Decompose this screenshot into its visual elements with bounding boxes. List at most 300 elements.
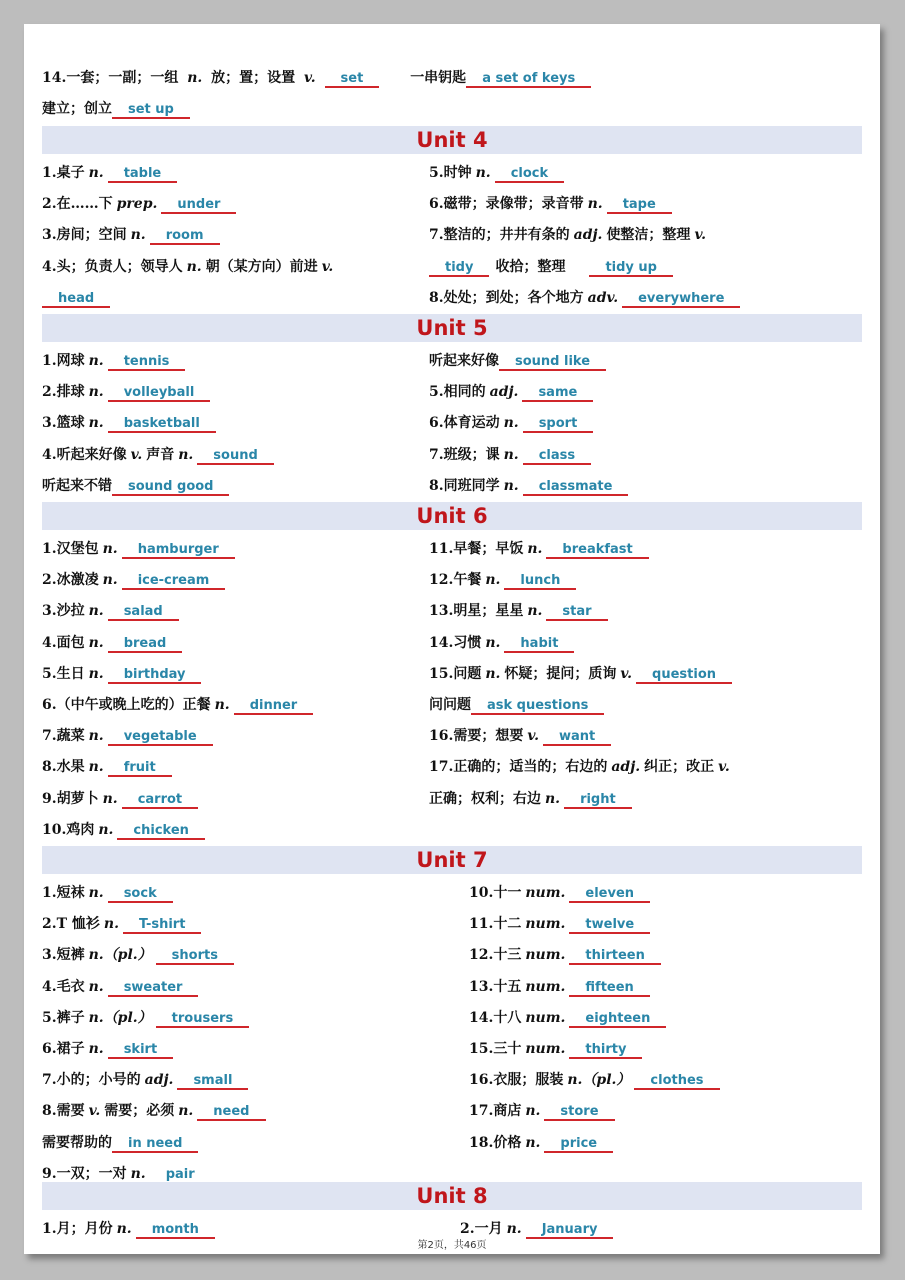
entry-answer: shorts — [156, 948, 234, 965]
vocab-entry — [469, 1040, 642, 1059]
entry-answer: volleyball — [108, 385, 211, 402]
entry-answer: habit — [504, 636, 574, 653]
entry-number: 7. — [42, 1072, 57, 1089]
entry-number: 12. — [469, 947, 494, 964]
vocab-entry — [42, 446, 274, 465]
entry-chinese-2: 声音 — [146, 446, 175, 463]
vocab-entry — [429, 289, 740, 308]
entry-pos: n. — [187, 70, 203, 86]
vocab-entry — [42, 383, 210, 402]
vocab-entry — [42, 289, 110, 308]
entry-answer: clock — [495, 166, 564, 183]
entry-answer: fruit — [108, 760, 172, 777]
entry-chinese: 一套；一副；一组 — [66, 70, 179, 86]
entry-number: 2. — [42, 572, 57, 589]
vocab-entry — [42, 978, 198, 997]
entry-chinese: 需要；想要 — [453, 728, 524, 745]
entry-pos: v. — [88, 1103, 101, 1120]
entry-pos-2: n. — [178, 446, 194, 463]
entry-chinese: 十五 — [493, 978, 522, 995]
entry-number: 4. — [42, 258, 57, 275]
entry-answer: chicken — [117, 823, 205, 840]
entry-answer: salad — [108, 604, 179, 621]
entry-number: 7. — [429, 446, 444, 463]
vocab-entry — [42, 727, 213, 746]
entry-chinese: 同班同学 — [443, 477, 500, 494]
vocab-entry — [42, 100, 190, 119]
entry-number: 4. — [42, 446, 57, 463]
entry-answer: ice-cream — [122, 573, 226, 590]
entry-number: 2. — [460, 1221, 475, 1237]
vocab-entry — [429, 540, 649, 559]
entry-answer: birthday — [108, 667, 202, 684]
entry-chinese: 听起来好像 — [429, 353, 499, 369]
entry-pos: n. — [545, 790, 561, 807]
entry-chinese-2: 朝（某方向）前进 — [205, 258, 318, 275]
entry-pos: adj. — [573, 227, 603, 244]
entry-pos-2: n. — [178, 1103, 194, 1120]
entry-pos: n. — [527, 541, 543, 557]
entry-number: 12. — [429, 572, 454, 589]
vocab-entry — [42, 1165, 211, 1184]
entry-pos: n.（pl.） — [88, 1009, 152, 1026]
entry-pos: n. — [587, 196, 603, 213]
entry-chinese: 毛衣 — [56, 978, 85, 995]
entry-answer: set — [325, 71, 380, 88]
entry-pos: n. — [503, 415, 519, 432]
entry-answer: eleven — [569, 886, 650, 903]
entry-pos: n. — [186, 258, 202, 275]
entry-number: 14. — [429, 634, 454, 651]
entry-pos: n. — [88, 978, 104, 995]
entry-pos: num. — [525, 1041, 566, 1057]
entry-number: 6. — [42, 697, 57, 713]
entry-answer: small — [177, 1073, 248, 1090]
entry-pos-2: v. — [321, 258, 334, 275]
entry-number: 8. — [42, 1103, 57, 1120]
entry-pos: n. — [88, 384, 104, 401]
entry-answer: classmate — [523, 479, 629, 496]
unit-4-header: Unit 4 — [42, 126, 862, 154]
entry-chinese: 沙拉 — [56, 603, 85, 620]
vocab-entry — [42, 1071, 248, 1090]
entry-answer: price — [544, 1136, 613, 1153]
entry-chinese: 水果 — [56, 759, 85, 776]
entry-chinese: 体育运动 — [443, 415, 500, 432]
entry-number: 6. — [42, 1041, 57, 1057]
entry-answer: tidy — [429, 260, 489, 277]
entry-answer: right — [564, 792, 632, 809]
page-footer: 第2页，共46页 — [417, 1240, 487, 1251]
vocab-entry — [42, 634, 182, 653]
entry-answer: head — [42, 291, 110, 308]
vocab-entry — [429, 758, 734, 776]
vocab-entry — [42, 1102, 266, 1121]
entry-pos: n. — [214, 697, 230, 713]
entry-answer: T-shirt — [123, 917, 201, 934]
entry-chinese-2: 需要；必须 — [104, 1103, 175, 1120]
entry-pos: n.（pl.） — [567, 1072, 631, 1089]
vocab-entry — [469, 915, 650, 934]
entry-chinese: 问问题 — [429, 697, 471, 713]
entry-chinese: 三十 — [493, 1041, 522, 1057]
entry-answer: sweater — [108, 980, 199, 997]
entry-number: 7. — [429, 227, 444, 244]
entry-answer: eighteen — [569, 1011, 666, 1028]
entry-answer: lunch — [504, 573, 576, 590]
entry-chinese: 裤子 — [56, 1009, 85, 1026]
entry-answer: vegetable — [108, 729, 213, 746]
vocab-entry — [42, 69, 591, 88]
vocab-entry — [42, 758, 172, 777]
entry-number: 1. — [42, 1221, 57, 1237]
vocab-entry — [429, 195, 672, 214]
entry-chinese: 衣服；服装 — [493, 1072, 564, 1089]
vocab-entry — [469, 1134, 613, 1153]
entry-pos: n. — [102, 790, 118, 807]
entry-answer: want — [543, 729, 611, 746]
entry-answer: table — [108, 166, 178, 183]
entry-pos: n. — [88, 603, 104, 620]
entry-pos: num. — [525, 916, 566, 933]
entry-pos-2: v. — [718, 759, 730, 776]
entry-number: 13. — [469, 978, 494, 995]
entry-pos: n. — [503, 446, 519, 463]
entry-pos: num. — [525, 1009, 566, 1026]
vocab-entry — [42, 602, 179, 621]
vocab-entry — [42, 1009, 249, 1028]
entry-number: 6. — [429, 415, 444, 432]
vocab-entry — [42, 226, 220, 245]
vocab-entry — [429, 634, 574, 653]
entry-answer: question — [636, 667, 732, 684]
vocab-entry — [42, 352, 185, 371]
entry-pos: n. — [130, 1165, 146, 1182]
entry-answer: breakfast — [546, 542, 648, 559]
entry-chinese-2: 放；置；设置 — [211, 70, 296, 86]
entry-answer: carrot — [122, 792, 198, 809]
entry-pos: n. — [88, 1041, 104, 1057]
vocab-entry — [469, 946, 661, 965]
entry-number: 2. — [42, 196, 57, 213]
unit-6-header: Unit 6 — [42, 502, 862, 530]
entry-chinese: 相同的 — [443, 384, 486, 401]
entry-chinese: 生日 — [56, 665, 85, 682]
entry-answer: bread — [108, 636, 183, 653]
vocab-entry — [42, 790, 198, 809]
entry-number: 3. — [42, 415, 57, 432]
entry-pos: n. — [88, 885, 104, 901]
entry-chinese: 需要帮助的 — [42, 1134, 112, 1151]
vocab-entry — [429, 258, 673, 277]
entry-answer: sock — [108, 886, 173, 903]
entry-answer: tape — [607, 197, 672, 214]
entry-number: 9. — [42, 790, 57, 807]
entry-pos: adj. — [611, 759, 641, 776]
entry-chinese: 冰激凌 — [56, 572, 99, 589]
entry-pos: n. — [88, 165, 104, 181]
entry-number: 16. — [429, 728, 454, 745]
vocab-entry — [429, 665, 732, 684]
entry-number: 3. — [42, 947, 57, 964]
entry-pos: n. — [88, 353, 104, 369]
entry-answer: basketball — [108, 416, 216, 433]
vocab-entry — [42, 696, 313, 715]
entry-chinese: 十二 — [493, 916, 522, 933]
entry-pos: n. — [116, 1221, 132, 1237]
entry-answer: thirty — [569, 1042, 642, 1059]
entry-chinese: 明星；星星 — [453, 603, 524, 620]
entry-pos: n. — [98, 821, 114, 838]
entry-answer: under — [161, 197, 236, 214]
entry-chinese: 正确的；适当的；右边的 — [453, 759, 608, 776]
entry-chinese: T 恤衫 — [56, 916, 100, 933]
entry-chinese: 蔬菜 — [56, 728, 85, 745]
entry-chinese: 小的；小号的 — [56, 1072, 141, 1089]
entry-answer: dinner — [234, 698, 314, 715]
vocab-entry — [42, 414, 216, 433]
entry-number: 11. — [429, 541, 454, 557]
entry-chinese: 听起来好像 — [56, 446, 127, 463]
entry-number: 3. — [42, 227, 57, 244]
entry-chinese: 磁带；录像带；录音带 — [443, 196, 584, 213]
entry-number: 18. — [469, 1134, 494, 1151]
entry-answer: hamburger — [122, 542, 235, 559]
vocab-entry — [42, 477, 229, 496]
vocab-entry — [42, 1134, 198, 1153]
vocab-entry — [469, 978, 650, 997]
vocab-entry — [429, 602, 608, 621]
entry-answer: sound good — [112, 479, 229, 496]
entry-number: 10. — [42, 821, 67, 838]
entry-answer: sport — [523, 416, 594, 433]
vocab-entry — [429, 477, 628, 496]
document-page — [24, 24, 880, 1254]
entry-chinese: 鸡肉 — [66, 821, 95, 838]
entry-chinese-2: 怀疑；提问；质询 — [504, 665, 617, 682]
entry-answer: pair — [150, 1167, 211, 1184]
vocab-entry — [429, 383, 593, 402]
entry-answer: sound — [197, 448, 273, 465]
entry-chinese: 商店 — [493, 1103, 522, 1120]
entry-chinese: 问题 — [453, 665, 482, 682]
vocab-entry — [429, 696, 604, 715]
vocab-entry — [429, 571, 576, 590]
entry-number: 5. — [429, 384, 444, 401]
entry-chinese: 胡萝卜 — [56, 790, 99, 807]
vocab-entry — [42, 540, 235, 559]
entry-pos: n.（pl.） — [88, 947, 152, 964]
entry-pos: num. — [525, 947, 566, 964]
entry-answer: star — [546, 604, 607, 621]
entry-answer: in need — [112, 1136, 198, 1153]
entry-number: 1. — [42, 885, 57, 901]
entry-answer: clothes — [634, 1073, 719, 1090]
entry-pos: num. — [525, 885, 566, 901]
entry-answer: trousers — [156, 1011, 250, 1028]
entry-chinese-3: 一串钥匙 — [410, 70, 467, 86]
entry-chinese: 听起来不错 — [42, 477, 112, 494]
entry-answer: store — [544, 1104, 614, 1121]
unit-5-header: Unit 5 — [42, 314, 862, 342]
entry-chinese: 桌子 — [56, 165, 85, 181]
entry-chinese: 收拾；整理 — [495, 258, 566, 275]
entry-answer: class — [523, 448, 591, 465]
entry-chinese: 排球 — [56, 384, 85, 401]
vocab-entry — [429, 790, 632, 809]
vocab-entry — [42, 258, 337, 276]
entry-chinese: 十一 — [493, 885, 522, 901]
vocab-entry — [429, 226, 710, 244]
entry-number: 5. — [429, 165, 444, 181]
entry-chinese: 汉堡包 — [56, 541, 99, 557]
entry-pos: n. — [102, 572, 118, 589]
entry-number: 2. — [42, 384, 57, 401]
entry-number: 8. — [429, 477, 444, 494]
entry-chinese: 面包 — [56, 634, 85, 651]
entry-pos: n. — [88, 415, 104, 432]
entry-answer: ask questions — [471, 698, 604, 715]
entry-chinese: 短裤 — [56, 947, 85, 964]
entry-chinese: 处处；到处；各个地方 — [443, 289, 584, 306]
entry-number: 7. — [42, 728, 57, 745]
entry-number: 11. — [469, 916, 494, 933]
vocab-entry — [429, 414, 593, 433]
entry-number: 9. — [42, 1165, 57, 1182]
entry-pos: adv. — [587, 289, 619, 306]
entry-pos-2: v. — [620, 665, 633, 682]
entry-pos: n. — [130, 227, 146, 244]
entry-answer: same — [522, 385, 593, 402]
vocab-entry — [42, 571, 225, 590]
entry-chinese: 早餐；早饭 — [453, 541, 524, 557]
entry-chinese: 十八 — [493, 1009, 522, 1026]
entry-number: 3. — [42, 603, 57, 620]
vocab-entry — [42, 884, 173, 903]
entry-pos: adj. — [489, 384, 519, 401]
entry-chinese: 篮球 — [56, 415, 85, 432]
entry-answer: set up — [112, 102, 190, 119]
entry-number: 2. — [42, 916, 57, 933]
entry-answer: thirteen — [569, 948, 660, 965]
entry-number: 5. — [42, 665, 57, 682]
entry-pos-2: v. — [304, 70, 316, 86]
entry-chinese: 时钟 — [443, 165, 472, 181]
entry-answer: month — [136, 1222, 215, 1239]
vocab-entry — [42, 915, 201, 934]
vocab-entry — [42, 821, 205, 840]
entry-number: 15. — [429, 665, 454, 682]
entry-pos: v. — [527, 728, 539, 745]
entry-number: 6. — [429, 196, 444, 213]
entry-pos: n. — [527, 603, 543, 620]
entry-number: 13. — [429, 603, 454, 620]
entry-chinese: 价格 — [493, 1134, 522, 1151]
vocab-entry — [429, 446, 591, 465]
entry-number: 4. — [42, 634, 57, 651]
entry-answer: twelve — [569, 917, 650, 934]
entry-answer-2: tidy up — [589, 260, 673, 277]
entry-answer: tennis — [108, 354, 186, 371]
entry-chinese: 需要 — [56, 1103, 85, 1120]
entry-chinese: 十三 — [493, 947, 522, 964]
entry-pos: n. — [485, 665, 501, 682]
entry-pos: n. — [102, 541, 118, 557]
entry-chinese: 一月 — [474, 1221, 503, 1237]
vocab-entry — [469, 1102, 615, 1121]
entry-answer: room — [150, 228, 220, 245]
entry-number: 1. — [42, 165, 57, 181]
entry-number: 1. — [42, 541, 57, 557]
entry-answer: need — [197, 1104, 265, 1121]
entry-number: 17. — [469, 1103, 494, 1120]
entry-answer: skirt — [108, 1042, 173, 1059]
entry-pos: adj. — [144, 1072, 174, 1089]
vocab-entry — [42, 195, 236, 214]
entry-pos: n. — [525, 1134, 541, 1151]
entry-chinese: 在……下 — [56, 196, 113, 213]
entry-pos: prep. — [116, 196, 158, 213]
entry-pos: n. — [503, 477, 519, 494]
entry-pos: n. — [88, 665, 104, 682]
entry-pos: n. — [475, 165, 491, 181]
vocab-entry — [42, 665, 201, 684]
entry-number: 4. — [42, 978, 57, 995]
entry-chinese: 建立；创立 — [42, 101, 112, 117]
entry-answer: January — [526, 1222, 614, 1239]
entry-chinese: 短袜 — [56, 885, 85, 901]
entry-answer-2: a set of keys — [466, 71, 591, 88]
entry-pos: n. — [525, 1103, 541, 1120]
entry-number: 14. — [42, 70, 67, 86]
unit-8-header: Unit 8 — [42, 1182, 862, 1210]
entry-pos: n. — [88, 759, 104, 776]
entry-pos: n. — [485, 634, 501, 651]
entry-pos: n. — [88, 728, 104, 745]
entry-pos-2: v. — [694, 227, 707, 244]
entry-chinese: 网球 — [56, 353, 85, 369]
vocab-entry — [42, 946, 234, 965]
entry-chinese: 班级；课 — [443, 446, 500, 463]
entry-number: 8. — [42, 759, 57, 776]
entry-chinese: 一双；一对 — [56, 1165, 127, 1182]
entry-number: 15. — [469, 1041, 494, 1057]
vocab-entry — [429, 727, 611, 746]
entry-number: 8. — [429, 289, 444, 306]
vocab-entry — [42, 164, 177, 183]
vocab-entry — [429, 352, 606, 371]
entry-answer: fifteen — [569, 980, 649, 997]
entry-chinese: 整洁的；井井有条的 — [443, 227, 570, 244]
entry-answer: everywhere — [622, 291, 740, 308]
entry-answer: sound like — [499, 354, 606, 371]
entry-pos: num. — [525, 978, 566, 995]
entry-number: 16. — [469, 1072, 494, 1089]
entry-chinese: 房间；空间 — [56, 227, 127, 244]
entry-number: 14. — [469, 1009, 494, 1026]
entry-chinese: 月；月份 — [56, 1221, 113, 1237]
entry-pos: n. — [485, 572, 501, 589]
entry-pos: v. — [130, 446, 143, 463]
entry-chinese: 习惯 — [453, 634, 482, 651]
entry-pos: n. — [506, 1221, 522, 1237]
vocab-entry — [42, 1040, 173, 1059]
vocab-entry — [469, 1009, 666, 1028]
entry-chinese: 正确；权利；右边 — [429, 790, 541, 807]
entry-pos: n. — [103, 916, 119, 933]
vocab-entry — [429, 164, 564, 183]
entry-number: 5. — [42, 1009, 57, 1026]
